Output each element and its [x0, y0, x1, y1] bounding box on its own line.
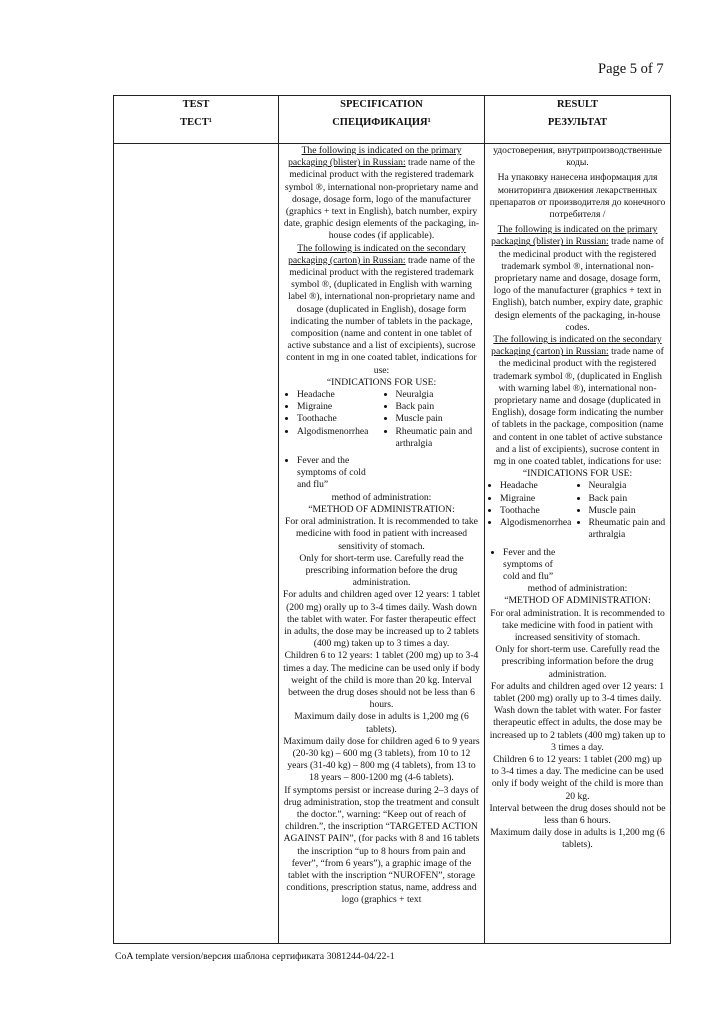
spec-secondary-heading: The following is indicated on the secondary packaging (carton) in Russian: — [288, 242, 466, 266]
result-primary-heading: The following is indicated on the primary packaging (blister) in Russian: — [491, 224, 658, 248]
header-result — [485, 96, 671, 144]
spec-paragraph: For adults and children aged over 12 years: 1 tablet (200 mg) orally up to 3-4 times daily. Wash down the tablet with water. For faster therapeutic effect in adults, the dose may be increased up to 2 tablets (400 mg) taken up to 3 times a day. — [283, 589, 480, 650]
test-cell — [114, 144, 279, 944]
template-version-footer: CoA template version/версия шаблона сертификата 3081244-04/22-1 — [115, 951, 395, 962]
result-paragraph: Children 6 to 12 years: 1 tablet (200 mg) up to 3-4 times a day. The medicine can be used only if body weight of the child is more than 20 kg. — [491, 753, 664, 802]
header-result-en: RESULT — [556, 99, 599, 110]
list-item: • Toothache — [500, 505, 578, 517]
result-paragraph: For adults and children aged over 12 years: 1 tablet (200 mg) orally up to 3-4 times daily. Wash down the tablet with water. For faster therapeutic effect in adults, the dose may be increased up to 2 tablets (400 mg) taken up to 3 times a day. — [489, 680, 666, 753]
spec-paragraph: Children 6 to 12 years: 1 tablet (200 mg) up to 3-4 times a day. The medicine can be used only if body weight of the child is more than 20 kg. Interval between the drug doses should not be less than 6 hours. — [283, 650, 480, 711]
result-secondary-heading: The following is indicated on the secondary packaging (carton) in Russian: — [491, 334, 662, 358]
spec-indications-extra — [283, 455, 382, 492]
result-indications-right — [578, 480, 667, 541]
result-ru-tail: удостоверения, внутрипроизводственные коды. — [493, 145, 662, 169]
list-item: • Algodismenorrhea — [500, 517, 578, 529]
spec-indications-title: “INDICATIONS FOR USE: — [326, 376, 437, 388]
list-item: • Toothache — [297, 413, 382, 425]
spec-paragraph: If symptoms persist or increase during 2–3 days of drug administration, stop the treatment and consult the doctor.”, warning: “Keep out of reach of children.”, the inscription “TARGETED ACTION AGAINST PAIN”, (for packs with 8 and 16 tablets the inscription “up to 8 hours from pain and fever”, “from 6 years”), a graphic image of the tablet with the inscription “NUROFEN”, storage conditions, prescription status, name, address and logo (graphics + text — [283, 784, 480, 906]
list-item: • Migraine — [500, 493, 578, 505]
header-spec-en: SPECIFICATION — [340, 99, 423, 110]
spec-paragraph: Only for short-term use. Carefully read the prescribing information before the drug administration. — [299, 552, 464, 589]
spec-primary-packaging — [283, 145, 480, 243]
spec-secondary-packaging — [283, 243, 480, 377]
list-item: • Headache — [297, 389, 382, 401]
spec-indications-left — [283, 389, 382, 438]
spec-indications-list — [283, 389, 480, 450]
list-item: • Rheumatic pain and arthralgia — [589, 517, 667, 541]
list-item: • Muscle pain — [396, 413, 481, 425]
header-test — [114, 96, 279, 144]
result-paragraph: Only for short-term use. Carefully read the prescribing information before the drug administration. — [495, 644, 660, 680]
result-paragraph: Maximum daily dose in adults is 1,200 mg (6 tablets). — [490, 827, 665, 851]
specification-table — [113, 95, 671, 944]
list-item: • Fever and the symptoms of cold and flu” — [503, 547, 563, 584]
result-indications-list — [489, 480, 666, 541]
spec-paragraph: Maximum daily dose in adults is 1,200 mg (6 tablets). — [294, 711, 469, 735]
list-item: • Fever and the symptoms of cold and flu” — [297, 455, 382, 492]
list-item: • Neuralgia — [589, 480, 667, 492]
spec-paragraph: For oral administration. It is recommended to take medicine with food in patient with increased sensitivity of stomach. — [285, 516, 478, 552]
spec-secondary-body: trade name of the medicinal product with the registered trademark symbol ®, (duplicated in English with warning label ®), international non-proprietary name and dosage (duplicated in English), dosage form indicating the number of tablets in the package, composition (name and content in one tablet of active substance and a list of excipients), sucrose content in mg in one coated tablet, indications for use: — [286, 254, 477, 376]
list-item: • Neuralgia — [396, 389, 481, 401]
header-result-ru: РЕЗУЛЬТАТ — [547, 117, 608, 128]
spec-method-title: “METHOD OF ADMINISTRATION: — [308, 503, 455, 515]
result-paragraph: Interval between the drug doses should not be less than 6 hours. — [489, 802, 666, 826]
result-primary-body: trade name of the medicinal product with the registered trademark symbol ®, international non-proprietary name and dosage, dosage form, logo of the manufacturer (graphics + text in English), batch number, expiry date, graphic design elements of the packaging, in-house codes. — [492, 236, 664, 333]
list-item: • Back pain — [396, 401, 481, 413]
header-test-ru: ТЕСТ¹ — [180, 117, 212, 128]
header-spec-ru: СПЕЦИФИКАЦИЯ¹ — [332, 117, 431, 128]
result-cell — [485, 144, 671, 944]
table-header-row — [114, 96, 671, 144]
spec-method-intro: method of administration: — [331, 491, 432, 503]
spec-primary-heading: The following is indicated on the primary packaging (blister) in Russian: — [288, 145, 462, 169]
spec-indications-right — [382, 389, 481, 450]
table-row — [114, 144, 671, 944]
spec-primary-body: trade name of the medicinal product with the registered trademark symbol ®, international non-proprietary name and dosage, dosage form, logo of the manufacturer (graphics + text in English), batch number, expiry date, graphic design elements of the packaging, in-house codes (if applicable). — [283, 157, 480, 242]
result-indications-extra — [489, 547, 563, 584]
header-specification — [279, 96, 485, 144]
result-method-intro: method of administration: — [527, 583, 628, 595]
result-ru-packaging: На упаковку нанесена информация для мониторинга движения лекарственных препаратов от производителя до конечного потребителя / — [489, 172, 666, 221]
list-item: • Back pain — [589, 493, 667, 505]
list-item: • Muscle pain — [589, 505, 667, 517]
result-indications-left — [489, 480, 578, 529]
result-paragraph: For oral administration. It is recommended to take medicine with food in patient with increased sensitivity of stomach. — [490, 607, 665, 643]
result-method-title: “METHOD OF ADMINISTRATION: — [504, 595, 651, 607]
result-indications-title: “INDICATIONS FOR USE: — [522, 468, 633, 480]
specification-cell — [279, 144, 485, 944]
list-item: • Rheumatic pain and arthralgia — [396, 426, 481, 450]
result-secondary-body: trade name of the medicinal product with the registered trademark symbol ®, (duplicated in English with warning label ®), international non-proprietary name and dosage (duplicated in English), dosage form indicating the number of tablets in the package, composition (name and content in one tablet of active substance and a list of excipients), sucrose content in mg in one coated tablet, indications for use: — [491, 346, 664, 468]
list-item: • Algodismenorrhea — [297, 426, 382, 438]
page-number: Page 5 of 7 — [598, 61, 664, 77]
list-item: • Migraine — [297, 401, 382, 413]
header-test-en: TEST — [182, 99, 210, 110]
result-secondary-packaging — [489, 334, 666, 468]
spec-paragraph: Maximum daily dose for children aged 6 to 9 years (20-30 kg) – 600 mg (3 tablets), from 10 to 12 years (31-40 kg) – 800 mg (4 tablets), from 13 to 18 years – 800-1200 mg (4-6 tablets). — [283, 735, 480, 784]
list-item: • Headache — [500, 480, 578, 492]
result-primary-packaging — [489, 224, 666, 334]
